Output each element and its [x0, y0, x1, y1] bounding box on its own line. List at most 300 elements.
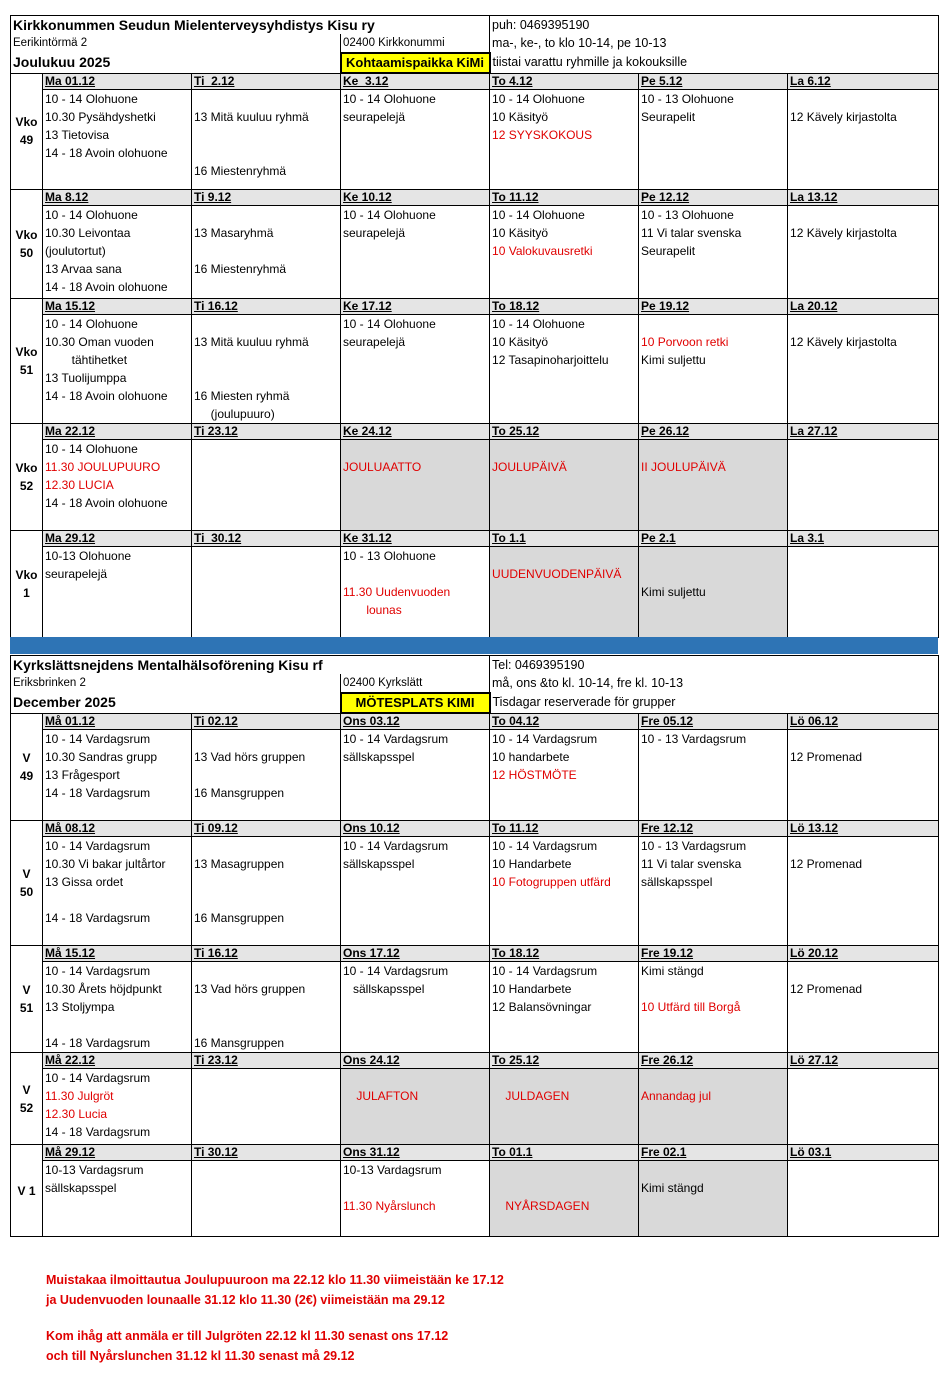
day-date: To 18.12	[490, 946, 639, 962]
day-activities	[639, 1161, 788, 1237]
day-date: Fre 05.12	[639, 713, 788, 730]
activity-line: JULDAGEN	[492, 1089, 570, 1103]
activity-line	[790, 837, 936, 855]
day-activities	[341, 1161, 490, 1237]
day-date: Ke 17.12	[341, 299, 490, 315]
activity-line: JOULUAATTO	[343, 460, 422, 474]
activity-line: 10 - 14 Olohuone	[343, 92, 436, 106]
day-date: Ons 03.12	[341, 713, 490, 730]
activity-line	[790, 962, 936, 980]
meeting-place-banner: Kohtaamispaikka KiMi	[341, 53, 490, 73]
activity-line: 10 - 14 Vardagsrum	[492, 839, 598, 853]
activity-line: 16 Miesten ryhmä	[194, 389, 290, 403]
week-label: V	[22, 867, 31, 881]
section-divider	[10, 637, 938, 654]
week-label: 49	[19, 768, 34, 783]
activity-row	[11, 440, 939, 531]
activity-line: Annandag jul	[641, 1089, 712, 1103]
day-activities	[43, 440, 192, 531]
day-date: Ti 02.12	[192, 713, 341, 730]
activity-line: 10 - 14 Olohuone	[45, 92, 138, 106]
week-label: Vko	[15, 115, 38, 130]
activity-line: 13 Vad hörs gruppen	[194, 982, 306, 996]
day-date: Ke 31.12	[341, 531, 490, 547]
week-label: 49	[19, 133, 34, 148]
day-date: La 3.1	[788, 531, 939, 547]
activity-line: 10 - 14 Vardagsrum	[45, 964, 151, 978]
day-activities	[43, 962, 192, 1053]
activity-line: Kimi stängd	[641, 964, 704, 978]
week-label: Vko	[15, 345, 38, 359]
activity-line	[194, 90, 338, 108]
activity-line: 16 Mansgruppen	[194, 786, 285, 800]
activity-line: 12 Balansövningar	[492, 1000, 592, 1014]
day-header-row	[11, 946, 939, 962]
day-activities	[341, 1069, 490, 1145]
week-number	[11, 424, 43, 531]
day-activities	[341, 440, 490, 531]
day-date: Må 29.12	[43, 1145, 192, 1161]
activity-line: 12 Kävely kirjastolta	[790, 110, 897, 124]
day-activities	[43, 206, 192, 299]
week-label: V	[22, 1082, 31, 1097]
day-date: Ti 30.12	[192, 1145, 341, 1161]
activity-line	[790, 315, 936, 333]
week-label: V	[22, 750, 31, 765]
day-activities	[490, 440, 639, 531]
day-date: Pe 26.12	[639, 424, 788, 440]
activity-line: 10 - 14 Olohuone	[45, 208, 138, 222]
activity-line	[492, 1069, 636, 1087]
day-date: Fre 02.1	[639, 1145, 788, 1161]
day-date: Ons 10.12	[341, 821, 490, 837]
activity-line: 14 - 18 Vardagsrum	[45, 911, 151, 925]
activity-line: Kimi stängd	[641, 1181, 704, 1195]
activity-line: 14 - 18 Avoin olohuone	[45, 496, 168, 510]
day-activities	[192, 90, 341, 190]
activity-line: 10 Käsityö	[492, 110, 549, 124]
activity-line	[194, 369, 338, 387]
activity-line: 10 - 14 Vardagsrum	[343, 732, 449, 746]
day-activities	[788, 1161, 939, 1237]
activity-row	[11, 206, 939, 299]
day-date: To 25.12	[490, 1053, 639, 1069]
activity-line: 10 - 14 Olohuone	[492, 92, 585, 106]
week-label: 51	[19, 1001, 34, 1015]
day-activities	[639, 206, 788, 299]
activity-line	[194, 998, 338, 1016]
week-label: 52	[19, 1100, 34, 1115]
day-header-row	[11, 531, 939, 547]
day-date: Ma 8.12	[43, 190, 192, 206]
footer-line: och till Nyårslunchen 31.12 kl 11.30 senast må 29.12	[46, 1349, 355, 1363]
activity-line	[492, 547, 636, 565]
activity-line: 10 Valokuvausretki	[492, 244, 593, 258]
activity-line	[45, 1016, 189, 1034]
week-label: Vko	[15, 228, 38, 242]
activity-line: 10 - 14 Olohuone	[492, 317, 585, 331]
day-date: To 1.1	[490, 531, 639, 547]
activity-line: 10 Porvoon retki	[641, 335, 729, 349]
day-activities	[341, 206, 490, 299]
day-activities	[788, 962, 939, 1053]
day-activities	[490, 315, 639, 424]
activity-line: 10 Handarbete	[492, 982, 572, 996]
activity-line: 13 Vad hörs gruppen	[194, 750, 306, 764]
day-date: Pe 5.12	[639, 73, 788, 90]
day-date: Ke 3.12	[341, 73, 490, 90]
activity-line: 10 - 13 Vardagsrum	[641, 839, 747, 853]
activity-line: 10 - 14 Olohuone	[45, 317, 138, 331]
week-label: V 1	[17, 1183, 36, 1198]
activity-line: 10 - 14 Vardagsrum	[45, 1071, 151, 1085]
day-activities	[192, 962, 341, 1053]
day-date: Ke 24.12	[341, 424, 490, 440]
tuesday-note: Tisdagar reserverade för grupper	[490, 693, 939, 713]
activity-line: 10-13 Vardagsrum	[45, 1163, 144, 1177]
week-label: 50	[19, 246, 34, 260]
activity-line	[343, 1179, 487, 1197]
activity-line	[194, 242, 338, 260]
day-date: La 6.12	[788, 73, 939, 90]
activity-line	[194, 351, 338, 369]
activity-line: 10 - 14 Olohuone	[45, 442, 138, 456]
activity-line: 12.30 Lucia	[45, 1107, 108, 1121]
day-date: Må 22.12	[43, 1053, 192, 1069]
activity-line: 10 Käsityö	[492, 226, 549, 240]
day-date: Ons 17.12	[341, 946, 490, 962]
day-date: Lö 13.12	[788, 821, 939, 837]
activity-row	[11, 1161, 939, 1237]
day-activities	[490, 90, 639, 190]
activity-line	[194, 730, 338, 748]
day-date: Må 15.12	[43, 946, 192, 962]
activity-line: 13 Tuolijumppa	[45, 371, 127, 385]
activity-row	[11, 547, 939, 638]
day-date: Lö 03.1	[788, 1145, 939, 1161]
day-date: To 25.12	[490, 424, 639, 440]
day-date: To 18.12	[490, 299, 639, 315]
day-header-row	[11, 424, 939, 440]
activity-line	[790, 90, 936, 108]
tuesday-note: tiistai varattu ryhmille ja kokouksille	[490, 53, 939, 73]
day-activities	[788, 547, 939, 638]
week-number	[11, 946, 43, 1053]
day-activities	[43, 730, 192, 821]
day-header-row	[11, 1145, 939, 1161]
month-title: December 2025	[11, 693, 341, 713]
activity-line: 10 Handarbete	[492, 857, 572, 871]
week-label: 50	[19, 885, 34, 899]
day-date: Lö 27.12	[788, 1053, 939, 1069]
calendar-finnish	[10, 15, 939, 638]
day-date: Ti 16.12	[192, 299, 341, 315]
activity-line: II JOULUPÄIVÄ	[641, 460, 726, 474]
activity-line: 12 Promenad	[790, 750, 863, 764]
activity-line: 10 - 14 Olohuone	[343, 208, 436, 222]
activity-line: 11 Vi talar svenska	[641, 857, 742, 871]
day-header-row	[11, 1053, 939, 1069]
activity-line: 14 - 18 Avoin olohuone	[45, 389, 168, 403]
activity-line: 16 Miestenryhmä	[194, 262, 287, 276]
day-activities	[192, 1069, 341, 1145]
activity-line	[641, 980, 785, 998]
footer-line: ja Uudenvuoden lounaalle 31.12 klo 11.30 (2€) viimeistään ma 29.12	[46, 1293, 445, 1307]
day-activities	[341, 315, 490, 424]
activity-line: 10 - 14 Vardagsrum	[492, 964, 598, 978]
activity-row	[11, 315, 939, 424]
activity-line: JOULUPÄIVÄ	[492, 460, 567, 474]
day-activities	[490, 206, 639, 299]
day-activities	[639, 315, 788, 424]
day-date: Fre 26.12	[639, 1053, 788, 1069]
day-activities	[788, 440, 939, 531]
activity-line: 10 - 14 Vardagsrum	[45, 732, 151, 746]
activity-line: seurapelejä	[343, 226, 406, 240]
day-activities	[788, 1069, 939, 1145]
day-date: Ti 23.12	[192, 424, 341, 440]
day-activities	[43, 1161, 192, 1237]
day-activities	[43, 1069, 192, 1145]
activity-line	[641, 547, 785, 565]
activity-line	[194, 891, 338, 909]
day-activities	[639, 837, 788, 946]
phone: puh: 0469395190	[490, 16, 939, 35]
week-number	[11, 531, 43, 638]
week-label: 52	[19, 479, 34, 493]
week-number	[11, 713, 43, 821]
day-activities	[788, 730, 939, 821]
day-activities	[639, 440, 788, 531]
activity-line: 13 Mitä kuuluu ryhmä	[194, 110, 309, 124]
address: Eriksbrinken 2	[11, 674, 341, 693]
day-date: Ma 29.12	[43, 531, 192, 547]
activity-line: 10.30 Sandras grupp	[45, 750, 158, 764]
day-date: To 11.12	[490, 190, 639, 206]
day-activities	[490, 962, 639, 1053]
day-date: Ti 30.12	[192, 531, 341, 547]
activity-line: 13 Tietovisa	[45, 128, 110, 142]
activity-line: NYÅRSDAGEN	[492, 1199, 590, 1213]
calendar-swedish	[10, 655, 939, 1237]
day-activities	[341, 90, 490, 190]
week-number	[11, 1145, 43, 1237]
activity-line: 10 handarbete	[492, 750, 570, 764]
day-date: Ma 22.12	[43, 424, 192, 440]
activity-line: 12.30 LUCIA	[45, 478, 114, 492]
activity-line: 12 Promenad	[790, 982, 863, 996]
activity-row	[11, 730, 939, 821]
activity-line	[45, 891, 189, 909]
opening-hours: ma-, ke-, to klo 10-14, pe 10-13	[490, 34, 939, 53]
week-number	[11, 190, 43, 299]
day-activities	[43, 547, 192, 638]
activity-line: 11.30 Nyårslunch	[343, 1199, 436, 1213]
activity-line: 14 - 18 Vardagsrum	[45, 786, 151, 800]
day-date: To 04.12	[490, 713, 639, 730]
day-activities	[639, 962, 788, 1053]
activity-line	[790, 206, 936, 224]
phone: Tel: 0469395190	[490, 656, 939, 675]
footer-line: Muistakaa ilmoittautua Joulupuuroon ma 22.12 klo 11.30 viimeistään ke 17.12	[46, 1273, 504, 1287]
activity-line: 10 - 14 Olohuone	[492, 208, 585, 222]
footer-line: Kom ihåg att anmäla er till Julgröten 22.12 kl 11.30 senast ons 17.12	[46, 1329, 449, 1343]
day-header-row	[11, 190, 939, 206]
activity-line: 12 SYYSKOKOUS	[492, 128, 593, 142]
day-activities	[788, 315, 939, 424]
activity-line: 12 HÖSTMÖTE	[492, 768, 577, 782]
activity-line: 10 - 13 Olohuone	[641, 92, 734, 106]
day-activities	[192, 440, 341, 531]
day-activities	[43, 315, 192, 424]
activity-row	[11, 837, 939, 946]
week-label: Vko	[15, 568, 38, 582]
activity-line: 12 Kävely kirjastolta	[790, 226, 897, 240]
day-header-row	[11, 821, 939, 837]
activity-line: seurapelejä	[343, 335, 406, 349]
activity-line: sällskapsspel	[343, 750, 415, 764]
activity-line: 14 - 18 Avoin olohuone	[45, 146, 168, 160]
activity-line: (joulupuuro)	[194, 407, 275, 421]
day-date: To 4.12	[490, 73, 639, 90]
activity-row	[11, 962, 939, 1053]
day-date: Fre 12.12	[639, 821, 788, 837]
day-activities	[788, 206, 939, 299]
day-date: Pe 12.12	[639, 190, 788, 206]
activity-row	[11, 90, 939, 190]
activity-line: 10.30 Pysähdyshetki	[45, 110, 156, 124]
activity-line: 10 - 14 Olohuone	[343, 317, 436, 331]
day-activities	[341, 837, 490, 946]
day-activities	[490, 837, 639, 946]
day-activities	[192, 315, 341, 424]
activity-line: 13 Mitä kuuluu ryhmä	[194, 335, 309, 349]
activity-row	[11, 1069, 939, 1145]
activity-line	[492, 1179, 636, 1197]
activity-line: 16 Miestenryhmä	[194, 164, 287, 178]
activity-line: seurapelejä	[343, 110, 406, 124]
day-header-row	[11, 713, 939, 730]
activity-line: 10.30 Årets höjdpunkt	[45, 982, 162, 996]
activity-line	[641, 1069, 785, 1087]
activity-line	[641, 1161, 785, 1179]
day-activities	[192, 206, 341, 299]
day-activities	[192, 1161, 341, 1237]
day-date: Ti 09.12	[192, 821, 341, 837]
day-date: Må 08.12	[43, 821, 192, 837]
day-date: La 13.12	[788, 190, 939, 206]
activity-line	[194, 144, 338, 162]
postal-code: 02400 Kyrkslätt	[341, 674, 490, 693]
day-activities	[788, 90, 939, 190]
activity-line	[641, 440, 785, 458]
day-activities	[43, 837, 192, 946]
day-activities	[788, 837, 939, 946]
activity-line	[492, 1161, 636, 1179]
meeting-place-banner: MÖTESPLATS KIMI	[341, 693, 490, 713]
activity-line: 10 - 13 Vardagsrum	[641, 732, 747, 746]
opening-hours: må, ons &to kl. 10-14, fre kl. 10-13	[490, 674, 939, 693]
week-label: Vko	[15, 461, 38, 475]
day-activities	[639, 547, 788, 638]
day-header-row	[11, 73, 939, 90]
day-activities	[43, 90, 192, 190]
day-date: Ti 23.12	[192, 1053, 341, 1069]
address: Eerikintörmä 2	[11, 34, 341, 53]
day-date: Ti 9.12	[192, 190, 341, 206]
activity-line: 16 Mansgruppen	[194, 911, 285, 925]
day-date: Pe 19.12	[639, 299, 788, 315]
activity-line	[641, 565, 785, 583]
activity-line: 12 Tasapinoharjoittelu	[492, 353, 609, 367]
day-date: Ma 15.12	[43, 299, 192, 315]
activity-line	[343, 565, 487, 583]
activity-line: UUDENVUODENPÄIVÄ	[492, 567, 622, 581]
activity-line: Kimi suljettu	[641, 353, 706, 367]
week-number	[11, 821, 43, 946]
day-date: Ke 10.12	[341, 190, 490, 206]
activity-line	[790, 730, 936, 748]
day-date: Ti 2.12	[192, 73, 341, 90]
day-date: Lö 06.12	[788, 713, 939, 730]
week-label: 51	[19, 363, 34, 377]
activity-line: 14 - 18 Vardagsrum	[45, 1036, 151, 1050]
footer-note-finnish	[46, 1270, 504, 1310]
activity-line: 12 Promenad	[790, 857, 863, 871]
activity-line	[194, 206, 338, 224]
activity-line: 13 Masaryhmä	[194, 226, 274, 240]
activity-line: sällskapsspel	[641, 875, 713, 889]
activity-line: 16 Mansgruppen	[194, 1036, 285, 1050]
day-activities	[490, 1069, 639, 1145]
day-activities	[192, 837, 341, 946]
activity-line: 10 Utfärd till Borgå	[641, 1000, 741, 1014]
activity-line: 13 Stoljympa	[45, 1000, 115, 1014]
activity-line	[194, 315, 338, 333]
day-activities	[341, 962, 490, 1053]
activity-line: 10 Käsityö	[492, 335, 549, 349]
activity-line: sällskapsspel	[343, 982, 425, 996]
week-number	[11, 299, 43, 424]
activity-line: 13 Frågesport	[45, 768, 120, 782]
activity-line: sällskapsspel	[45, 1181, 117, 1195]
activity-line	[194, 1016, 338, 1034]
day-date: Ma 01.12	[43, 73, 192, 90]
org-name: Kyrkslättsnejdens Mentalhälsoförening Kisu rf	[11, 656, 490, 675]
week-number	[11, 73, 43, 190]
activity-line: 10 - 14 Vardagsrum	[45, 839, 151, 853]
activity-line: 10 - 13 Olohuone	[641, 208, 734, 222]
month-title: Joulukuu 2025	[11, 53, 341, 73]
postal-code: 02400 Kirkkonummi	[341, 34, 490, 53]
activity-line	[194, 873, 338, 891]
day-date: Ti 16.12	[192, 946, 341, 962]
activity-line: 10 Fotogruppen utfärd	[492, 875, 611, 889]
day-activities	[490, 1161, 639, 1237]
activity-line: 10-13 Olohuone	[45, 549, 132, 563]
activity-line	[492, 440, 636, 458]
day-activities	[341, 547, 490, 638]
activity-line: 10 - 14 Vardagsrum	[343, 964, 449, 978]
day-activities	[639, 90, 788, 190]
day-activities	[639, 1069, 788, 1145]
day-date: Ons 31.12	[341, 1145, 490, 1161]
activity-line: 13 Arvaa sana	[45, 262, 122, 276]
activity-line	[194, 766, 338, 784]
day-date: Lö 20.12	[788, 946, 939, 962]
activity-line: Seurapelit	[641, 244, 696, 258]
day-date: Må 01.12	[43, 713, 192, 730]
